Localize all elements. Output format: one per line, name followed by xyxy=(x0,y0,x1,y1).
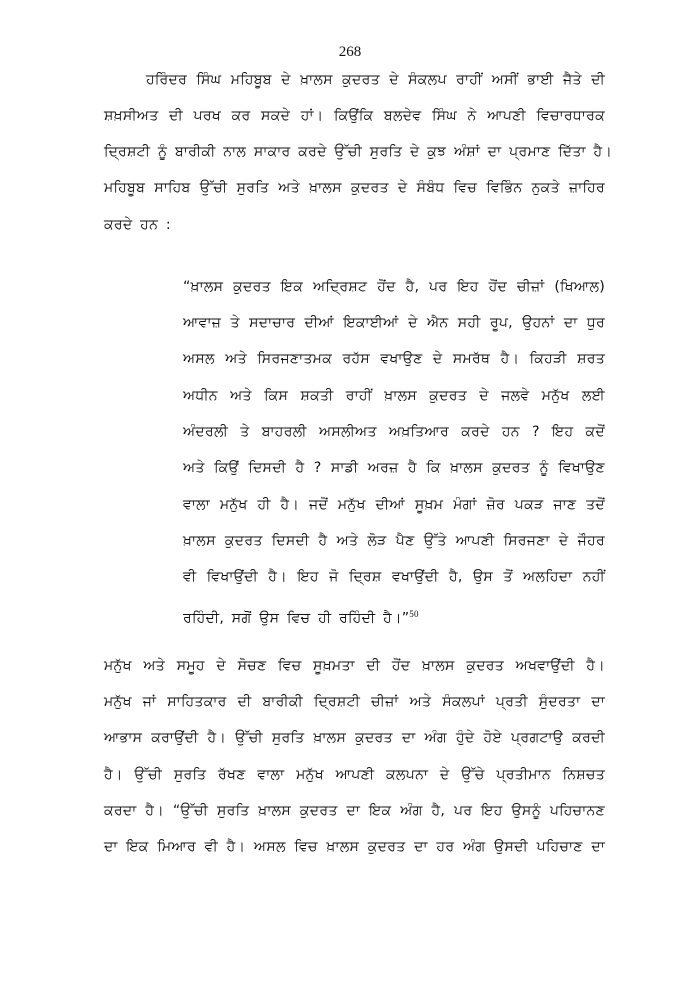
paragraph-line: ਸ਼ਖ਼ਸੀਅਤ ਦੀ ਪਰਖ ਕਰ ਸਕਦੇ ਹਾਂ। ਕਿਉਂਕਿ ਬਲਦੇਵ ਸਿੰਘ ਨੇ ਆਪਣੀ ਵਿਚਾਰਧਾਰਕ xyxy=(104,108,605,124)
quote-line: ਅਸਲ ਅਤੇ ਸਿਰਜਣਾਤਮਕ ਰਹੱਸ ਵਖਾਉਣ ਦੇ ਸਮਰੱਥ ਹੈ। ਕਿਹੜੀ ਸ਼ਰਤ xyxy=(183,351,605,367)
quote-line: ਆਵਾਜ਼ ਤੇ ਸਦਾਚਾਰ ਦੀਆਂ ਇਕਾਈਆਂ ਦੇ ਐਨ ਸਹੀ ਰੂਪ, ਉਹਨਾਂ ਦਾ ਧੁਰ xyxy=(183,315,605,331)
paragraph-line: ਮਹਿਬੂਬ ਸਾਹਿਬ ਉੱਚੀ ਸੁਰਤਿ ਅਤੇ ਖ਼ਾਲਸ ਕੁਦਰਤ ਦੇ ਸੰਬੰਧ ਵਿਚ ਵਿਭਿੰਨ ਨੁਕਤੇ ਜ਼ਾਹਿਰ xyxy=(104,180,605,196)
quote-text: ਰਹਿੰਦੀ, ਸਗੋਂ ਉਸ ਵਿਚ ਹੀ ਰਹਿੰਦੀ ਹੈ।” xyxy=(183,610,410,627)
footnote-reference: 50 xyxy=(409,609,419,619)
quote-line: ਵਾਲਾ ਮਨੁੱਖ ਹੀ ਹੈ। ਜਦੋਂ ਮਨੁੱਖ ਦੀਆਂ ਸੂਖ਼ਮ ਮੰਗਾਂ ਜ਼ੋਰ ਪਕੜ ਜਾਣ ਤਦੋਂ xyxy=(183,497,605,513)
paragraph-line: ਦ੍ਰਿਸ਼ਟੀ ਨੂੰ ਬਾਰੀਕੀ ਨਾਲ ਸਾਕਾਰ ਕਰਦੇ ਉੱਚੀ ਸੁਰਤਿ ਦੇ ਕੁਝ ਅੰਸ਼ਾਂ ਦਾ ਪ੍ਰਮਾਣ ਦਿੱਤਾ ਹੈ। xyxy=(104,144,613,160)
quote-line: ਅੰਦਰਲੀ ਤੇ ਬਾਹਰਲੀ ਅਸਲੀਅਤ ਅਖ਼ਤਿਆਰ ਕਰਦੇ ਹਨ ? ਇਹ ਕਦੋਂ xyxy=(183,424,605,440)
paragraph-line: ਹੈ। ਉੱਚੀ ਸੁਰਤਿ ਰੱਖਣ ਵਾਲਾ ਮਨੁੱਖ ਆਪਣੀ ਕਲਪਨਾ ਦੇ ਉੱਚੇ ਪ੍ਰਤੀਮਾਨ ਨਿਸ਼ਚਤ xyxy=(104,767,605,783)
paragraph-line: ਕਰਦੇ ਹਨ : xyxy=(104,217,171,233)
quote-line: “ਖ਼ਾਲਸ ਕੁਦਰਤ ਇਕ ਅਦ੍ਰਿਸ਼ਟ ਹੋਂਦ ਹੈ, ਪਰ ਇਹ ਹੋਂਦ ਚੀਜ਼ਾਂ (ਖਿਆਲ) xyxy=(183,279,605,295)
page-number: 268 xyxy=(338,44,362,60)
paragraph-line: ਦਾ ਇਕ ਮਿਆਰ ਵੀ ਹੈ। ਅਸਲ ਵਿਚ ਖ਼ਾਲਸ ਕੁਦਰਤ ਦਾ ਹਰ ਅੰਗ ਉਸਦੀ ਪਹਿਚਾਣ ਦਾ xyxy=(104,839,605,855)
paragraph-line: ਮਨੁੱਖ ਜਾਂ ਸਾਹਿਤਕਾਰ ਦੀ ਬਾਰੀਕੀ ਦ੍ਰਿਸ਼ਟੀ ਚੀਜ਼ਾਂ ਅਤੇ ਸੰਕਲਪਾਂ ਪ੍ਰਤੀ ਸੁੰਦਰਤਾ ਦਾ xyxy=(104,694,605,710)
paragraph-line: ਆਭਾਸ ਕਰਾਉਂਦੀ ਹੈ। ਉੱਚੀ ਸੁਰਤਿ ਖ਼ਾਲਸ ਕੁਦਰਤ ਦਾ ਅੰਗ ਹੁੰਦੇ ਹੋਏ ਪ੍ਰਗਟਾਉ ਕਰਦੀ xyxy=(104,730,605,746)
quote-line: ਅਤੇ ਕਿਉਂ ਦਿਸਦੀ ਹੈ ? ਸਾਡੀ ਅਰਜ਼ ਹੈ ਕਿ ਖ਼ਾਲਸ ਕੁਦਰਤ ਨੂੰ ਵਿਖਾਉਣ xyxy=(183,460,605,476)
quote-line: ਅਧੀਨ ਅਤੇ ਕਿਸ ਸ਼ਕਤੀ ਰਾਹੀਂ ਖ਼ਾਲਸ ਕੁਦਰਤ ਦੇ ਜਲਵੇ ਮਨੁੱਖ ਲਈ xyxy=(183,388,605,404)
paragraph-line: ਹਰਿੰਦਰ ਸਿੰਘ ਮਹਿਬੂਬ ਦੇ ਖ਼ਾਲਸ ਕੁਦਰਤ ਦੇ ਸੰਕਲਪ ਰਾਹੀਂ ਅਸੀਂ ਭਾਈ ਜੈਤੇ ਦੀ xyxy=(146,72,605,88)
paragraph-line: ਕਰਦਾ ਹੈ। “ਉੱਚੀ ਸੁਰਤਿ ਖ਼ਾਲਸ ਕੁਦਰਤ ਦਾ ਇਕ ਅੰਗ ਹੈ, ਪਰ ਇਹ ਉਸਨੂੰ ਪਹਿਚਾਨਣ xyxy=(104,803,605,819)
quote-line: ਵੀ ਵਿਖਾਉਂਦੀ ਹੈ। ਇਹ ਜੋ ਦ੍ਰਿਸ਼ ਵਖਾਉਂਦੀ ਹੈ, ਉਸ ਤੋਂ ਅਲਹਿਦਾ ਨਹੀਂ xyxy=(183,569,605,585)
quote-line-last xyxy=(183,604,605,629)
paragraph-line: ਮਨੁੱਖ ਅਤੇ ਸਮੂਹ ਦੇ ਸੋਚਣ ਵਿਚ ਸੂਖ਼ਮਤਾ ਦੀ ਹੋਂਦ ਖ਼ਾਲਸ ਕੁਦਰਤ ਅਖਵਾਉਂਦੀ ਹੈ। xyxy=(104,658,605,674)
quote-line: ਖ਼ਾਲਸ ਕੁਦਰਤ ਦਿਸਦੀ ਹੈ ਅਤੇ ਲੋੜ ਪੈਣ ਉੱਤੇ ਆਪਣੀ ਸਿਰਜਣਾ ਦੇ ਜੌਹਰ xyxy=(183,533,605,549)
